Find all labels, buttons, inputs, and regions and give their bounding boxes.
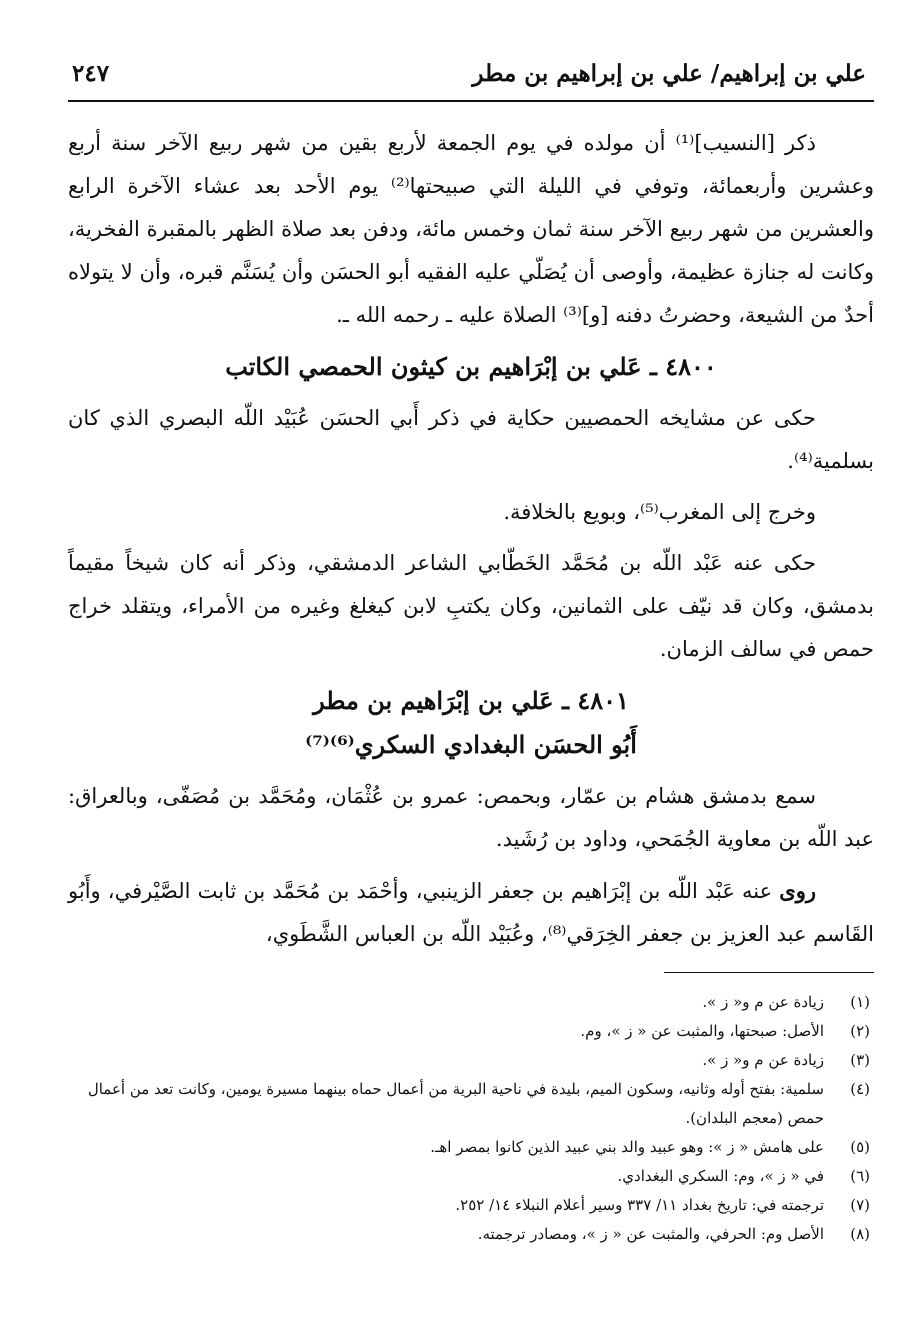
footnote-item — [68, 1075, 874, 1133]
footnote-text: ترجمته في: تاريخ بغداد ١١/ ٣٣٧ وسير أعلام النبلاء ١٤/ ٢٥٢. — [455, 1196, 824, 1214]
footnote-item — [68, 988, 874, 1017]
footnote-number: (٦) — [850, 1167, 870, 1185]
footnote-separator — [664, 972, 874, 973]
running-title: علي بن إبراهيم/ علي بن إبراهيم بن مطر — [472, 60, 866, 87]
footnote-item — [68, 1220, 874, 1249]
footnote-item — [68, 1162, 874, 1191]
footnote-text: زيادة عن م و« ز ». — [702, 993, 824, 1011]
page-number: ٢٤٧ — [72, 60, 110, 87]
footnote-number: (٧) — [850, 1196, 870, 1214]
paragraph-entry-4801-heard: سمع بدمشق هشام بن عمّار، وبحمص: عمرو بن عُثْمَان، ومُحَمَّد بن مُصَفّى، وبالعراق: عبد اللّه بن معاوية الجُمَحي، وداود بن رُشَيد. — [68, 784, 874, 851]
footnote-number: (١) — [850, 993, 870, 1011]
paragraph-entry-4800-narration: حكى عن مشايخه الحمصيين حكاية في ذكر أَبي الحسَن عُبَيْد اللّه البصري الذي كان بسلمية⁽⁴⁾. — [68, 406, 874, 473]
main-text — [68, 122, 874, 964]
paragraph-death-record: ذكر [النسيب]⁽¹⁾ أن مولده في يوم الجمعة لأربع بقين من شهر ربيع الآخر سنة أربع وعشرين وأربعمائة، وتوفي في الليلة التي صبيحتها⁽²⁾ يوم الأحد بعد عشاء الآخرة الرابع والعشرين من شهر ربيع الآخر سنة ثمان وخمس مائة، ودفن بعد صلاة الظهر بالمقبرة الفخرية، وكانت له جنازة عظيمة، وأوصى أن يُصَلّي عليه الفقيه أبو الحسَن وأن يُسَنَّم قبره، وأن لا يتولاه أحدٌ من الشيعة، وحضرتُ دفنه [و]⁽³⁾ الصلاة عليه ـ رحمه الله ـ. — [68, 131, 874, 327]
footnote-number: (٢) — [850, 1022, 870, 1040]
footnote-number: (٣) — [850, 1051, 870, 1069]
paragraph-entry-4800-khattabi: حكى عنه عَبْد اللّه بن مُحَمَّد الخَطّابي الشاعر الدمشقي، وذكر أنه كان شيخاً مقيماً بدمشق، وكان قد نيّف على الثمانين، وكان يكتبِ لابن كيغلغ وغيره من الأمراء، ويتقلد خراج حمص في سالف الزمان. — [68, 551, 874, 661]
paragraph-entry-4800-maghrib: وخرج إلى المغرب⁽⁵⁾، وبويع بالخلافة. — [503, 500, 816, 524]
footnote-number: (٥) — [850, 1138, 870, 1156]
entry-heading-4801 — [68, 679, 874, 767]
footnotes — [68, 988, 874, 1249]
entry-heading-4801-kunya: أَبُو الحسَن البغدادي السكري⁽⁶⁾⁽⁷⁾ — [305, 730, 637, 759]
footnote-item — [68, 1046, 874, 1075]
footnote-item — [68, 1133, 874, 1162]
footnote-text: الأصل وم: الحرفي، والمثبت عن « ز »، ومصادر ترجمته. — [477, 1225, 824, 1243]
paragraph-entry-4801-narrated-text: عنه عَبْد اللّه بن إبْرَاهيم بن جعفر الزينبي، وأحْمَد بن مُحَمَّد بن ثابت الصَّيْرفي، وأَبُو القَاسم عبد العزيز بن جعفر الخِرَقي⁽⁸⁾، وعُبَيْد اللّه بن العباس الشَّطَوي، — [68, 879, 874, 946]
footnote-item — [68, 1017, 874, 1046]
page-header — [68, 56, 874, 102]
footnote-number: (٤) — [850, 1080, 870, 1098]
footnote-item — [68, 1191, 874, 1220]
paragraph-entry-4801-narrated — [68, 869, 874, 956]
footnote-text: في « ز »، وم: السكري البغدادي. — [617, 1167, 824, 1185]
footnote-text: على هامش « ز »: وهو عبيد والد بني عبيد الذين كانوا بمصر اهـ. — [430, 1138, 824, 1156]
entry-heading-4801-name: ٤٨٠١ ـ عَلي بن إبْرَاهيم بن مطر — [313, 686, 629, 715]
footnote-text: سلمية: بفتح أوله وثانيه، وسكون الميم، بليدة في ناحية البرية من أعمال حماه بينهما مسيرة يومين، وكانت تعد من أعمال حمص (معجم البلدان). — [87, 1080, 824, 1127]
footnote-number: (٨) — [850, 1225, 870, 1243]
footnote-text: زيادة عن م و« ز ». — [702, 1051, 824, 1069]
entry-heading-4800: ٤٨٠٠ ـ عَلي بن إبْرَاهيم بن كيثون الحمصي الكاتب — [225, 352, 717, 381]
footnote-text: الأصل: صبحتها، والمثبت عن « ز »، وم. — [580, 1022, 824, 1040]
lead-word: روى — [779, 878, 816, 903]
